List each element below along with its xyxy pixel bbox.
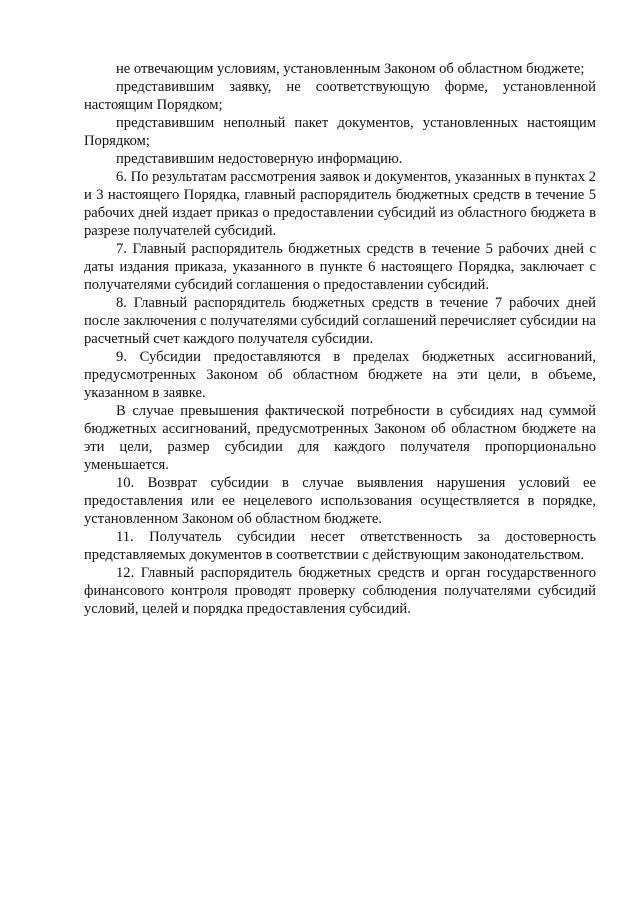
paragraph-4: представившим недостоверную информацию. [116, 151, 403, 167]
paragraph-item-8: 8. Главный распорядитель бюджетных средств в течение 7 рабочих дней после заключения с получателями субсидий соглашений перечисляет субсидии на расчетный счет каждого получателя субсидии. [84, 295, 596, 347]
paragraph-item-6: 6. По результатам рассмотрения заявок и документов, указанных в пунктах 2 и 3 настоящего Порядка, главный распорядитель бюджетных средств в течение 5 рабочих дней издает приказ о предоставлении субсидий из областного бюджета в разрезе получателей субсидий. [84, 169, 596, 239]
document-page [84, 60, 596, 618]
paragraph-item-10: 10. Возврат субсидии в случае выявления нарушения условий ее предоставления или ее нецелевого использования осуществляется в порядке, установленном Законом об областном бюджете. [84, 475, 596, 527]
paragraph-item-12: 12. Главный распорядитель бюджетных средств и орган государственного финансового контроля проводят проверку соблюдения получателями субсидий условий, целей и порядка предоставления субсидий. [84, 565, 596, 617]
paragraph-2: представившим заявку, не соответствующую форме, установленной настоящим Порядком; [84, 79, 596, 113]
paragraph-item-9: 9. Субсидии предоставляются в пределах бюджетных ассигнований, предусмотренных Законом об областном бюджете на эти цели, в объеме, указанном в заявке. [84, 349, 596, 401]
paragraph-item-7: 7. Главный распорядитель бюджетных средств в течение 5 рабочих дней с даты издания приказа, указанного в пункте 6 настоящего Порядка, заключает с получателями субсидий соглашения о предоставлении субсидий. [84, 241, 596, 293]
paragraph-item-9-continued: В случае превышения фактической потребности в субсидиях над суммой бюджетных ассигнований, предусмотренных Законом об областном бюджете на эти цели, размер субсидии для каждого получателя пропорционально уменьшается. [84, 403, 596, 473]
paragraph-3: представившим неполный пакет документов, установленных настоящим Порядком; [84, 115, 596, 149]
paragraph-1: не отвечающим условиям, установленным Законом об областном бюджете; [116, 61, 585, 77]
paragraph-item-11: 11. Получатель субсидии несет ответственность за достоверность представляемых документов в соответствии с действующим законодательством. [84, 529, 596, 563]
